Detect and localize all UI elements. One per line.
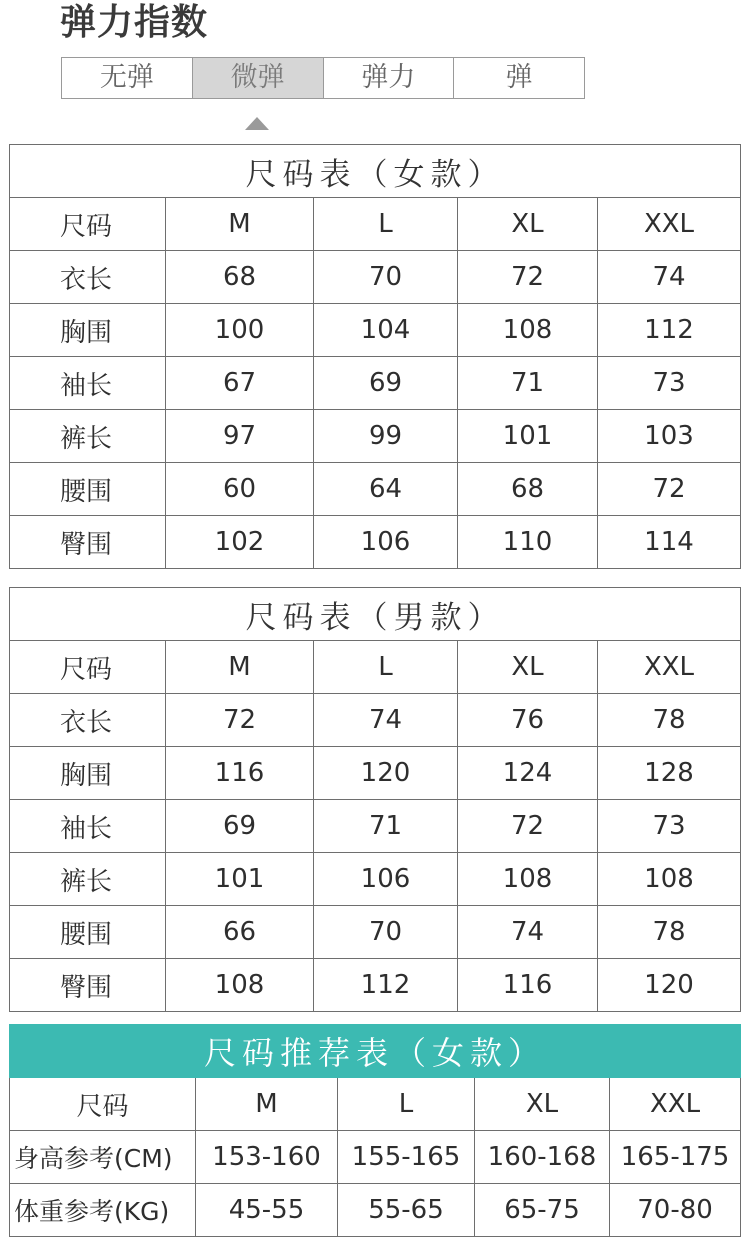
table-cell: 45-55 — [196, 1184, 338, 1237]
table-cell: 112 — [314, 959, 458, 1012]
table-cell: 70-80 — [610, 1184, 741, 1237]
table-cell: 71 — [314, 800, 458, 853]
header-cell: L — [314, 641, 458, 694]
table-cell: 108 — [458, 853, 598, 906]
table-cell: 155-165 — [338, 1131, 475, 1184]
table-cell: 114 — [598, 516, 741, 569]
table-cell: 116 — [166, 747, 314, 800]
page-title: 弹力指数 — [60, 2, 209, 43]
table-cell: 55-65 — [338, 1184, 475, 1237]
table-cell: 68 — [458, 463, 598, 516]
header-cell: 尺码 — [10, 1078, 196, 1131]
women-table-caption: 尺码表（女款） — [10, 145, 741, 198]
table-cell: 100 — [166, 304, 314, 357]
table-cell: 60 — [166, 463, 314, 516]
table-cell: 73 — [598, 800, 741, 853]
table-cell: 99 — [314, 410, 458, 463]
table-cell: 97 — [166, 410, 314, 463]
table-header-row — [10, 641, 741, 694]
table-cell: 160-168 — [475, 1131, 610, 1184]
size-recommendation-table — [9, 1024, 741, 1237]
row-label: 臀围 — [10, 959, 166, 1012]
table-cell: 165-175 — [610, 1131, 741, 1184]
table-cell: 78 — [598, 906, 741, 959]
table-row — [10, 463, 741, 516]
table-row — [10, 800, 741, 853]
table-row — [10, 694, 741, 747]
table-row — [10, 1131, 741, 1184]
row-label: 腰围 — [10, 463, 166, 516]
header-cell: XXL — [610, 1078, 741, 1131]
table-cell: 101 — [166, 853, 314, 906]
table-cell: 110 — [458, 516, 598, 569]
row-label: 裤长 — [10, 853, 166, 906]
table-cell: 73 — [598, 357, 741, 410]
table-cell: 70 — [314, 251, 458, 304]
table-row — [10, 959, 741, 1012]
header-cell: XL — [458, 641, 598, 694]
elasticity-option-stretch: 弹 — [505, 62, 533, 93]
table-cell: 108 — [166, 959, 314, 1012]
row-label: 身高参考(CM) — [10, 1131, 196, 1184]
row-label: 袖长 — [10, 800, 166, 853]
table-cell: 72 — [458, 251, 598, 304]
table-cell: 103 — [598, 410, 741, 463]
row-label: 衣长 — [10, 251, 166, 304]
header-cell: 尺码 — [10, 641, 166, 694]
header-cell: L — [314, 198, 458, 251]
table-cell: 120 — [598, 959, 741, 1012]
table-cell: 65-75 — [475, 1184, 610, 1237]
table-cell: 71 — [458, 357, 598, 410]
table-cell: 70 — [314, 906, 458, 959]
elasticity-option-slight: 微弹 — [193, 58, 324, 98]
table-cell: 68 — [166, 251, 314, 304]
table-cell: 101 — [458, 410, 598, 463]
elasticity-index-selector — [61, 57, 585, 99]
row-label: 袖长 — [10, 357, 166, 410]
table-cell: 74 — [458, 906, 598, 959]
table-row — [10, 516, 741, 569]
table-cell: 106 — [314, 516, 458, 569]
header-cell: XXL — [598, 198, 741, 251]
table-row — [10, 304, 741, 357]
table-cell: 72 — [166, 694, 314, 747]
row-label: 腰围 — [10, 906, 166, 959]
table-cell: 116 — [458, 959, 598, 1012]
table-cell: 112 — [598, 304, 741, 357]
table-cell: 69 — [314, 357, 458, 410]
row-label: 胸围 — [10, 747, 166, 800]
recommend-table-caption: 尺码推荐表（女款） — [10, 1025, 741, 1078]
table-row — [10, 410, 741, 463]
table-cell: 76 — [458, 694, 598, 747]
row-label: 体重参考(KG) — [10, 1184, 196, 1237]
table-cell: 72 — [458, 800, 598, 853]
women-size-table — [9, 144, 741, 569]
header-cell: M — [166, 198, 314, 251]
men-size-table — [9, 587, 741, 1012]
table-row — [10, 906, 741, 959]
header-cell: 尺码 — [10, 198, 166, 251]
table-cell: 108 — [598, 853, 741, 906]
row-label: 胸围 — [10, 304, 166, 357]
table-row — [10, 853, 741, 906]
table-header-row — [10, 198, 741, 251]
elasticity-option-elastic: 弹力 — [324, 58, 455, 98]
table-cell: 153-160 — [196, 1131, 338, 1184]
table-cell: 78 — [598, 694, 741, 747]
table-cell: 72 — [598, 463, 741, 516]
row-label: 臀围 — [10, 516, 166, 569]
table-cell: 67 — [166, 357, 314, 410]
table-cell: 128 — [598, 747, 741, 800]
header-cell: M — [166, 641, 314, 694]
table-cell: 102 — [166, 516, 314, 569]
table-cell: 108 — [458, 304, 598, 357]
table-header-row — [10, 1078, 741, 1131]
table-cell: 66 — [166, 906, 314, 959]
table-cell: 74 — [314, 694, 458, 747]
header-cell: XXL — [598, 641, 741, 694]
table-row — [10, 357, 741, 410]
header-cell: XL — [458, 198, 598, 251]
table-cell: 120 — [314, 747, 458, 800]
table-cell: 124 — [458, 747, 598, 800]
men-table-caption: 尺码表（男款） — [10, 588, 741, 641]
table-cell: 64 — [314, 463, 458, 516]
row-label: 裤长 — [10, 410, 166, 463]
header-cell: M — [196, 1078, 338, 1131]
elasticity-option-none: 无弹 — [62, 58, 193, 98]
table-row — [10, 251, 741, 304]
row-label: 衣长 — [10, 694, 166, 747]
table-row — [10, 747, 741, 800]
header-cell: XL — [475, 1078, 610, 1131]
header-cell: L — [338, 1078, 475, 1131]
table-cell: 104 — [314, 304, 458, 357]
table-cell: 69 — [166, 800, 314, 853]
selected-pointer-icon — [245, 117, 269, 130]
table-cell: 106 — [314, 853, 458, 906]
table-cell: 74 — [598, 251, 741, 304]
table-row — [10, 1184, 741, 1237]
